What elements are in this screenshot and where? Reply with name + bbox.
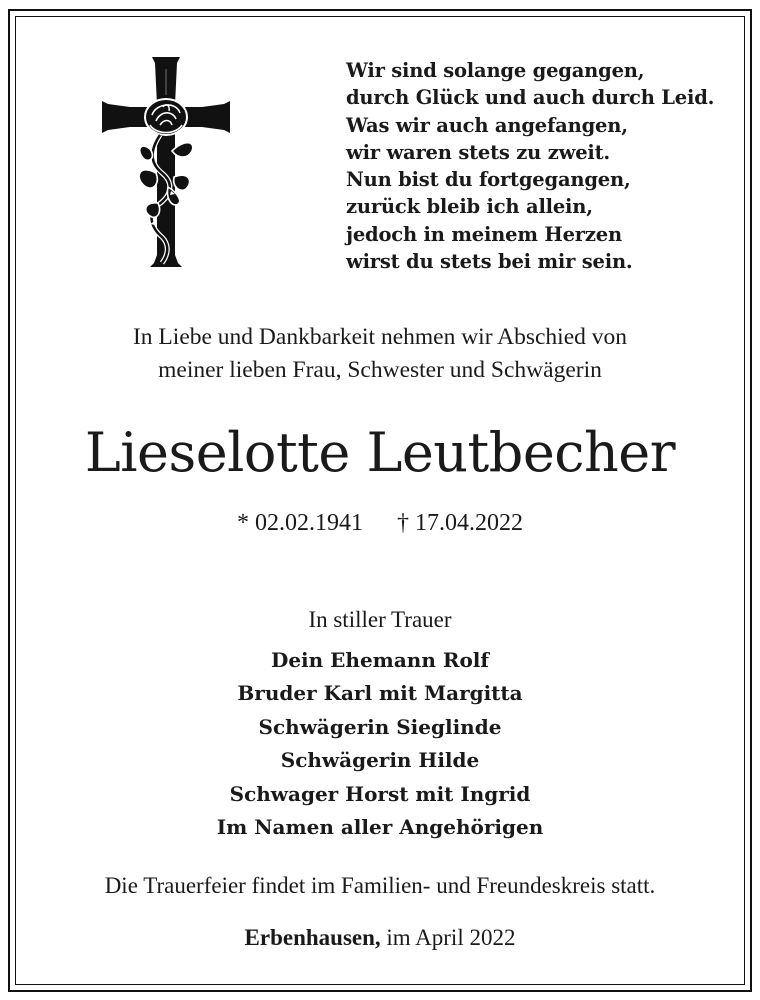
poem-line: wirst du stets bei mir sein.	[346, 250, 633, 274]
cross-with-rose-icon	[100, 55, 232, 270]
birth-date: * 02.02.1941	[237, 510, 363, 536]
mourner: Schwägerin Sieglinde	[258, 714, 502, 739]
mourner: Dein Ehemann Rolf	[270, 648, 489, 672]
poem	[346, 57, 714, 275]
mourner: Schwager Horst mit Ingrid	[229, 781, 531, 806]
poem-line: Wir sind solange gegangen,	[346, 59, 645, 82]
poem-line: wir waren stets zu zweit.	[346, 140, 611, 164]
mourner: Schwägerin Hilde	[280, 748, 480, 773]
poem-line: zurück bleib ich allein,	[346, 195, 593, 219]
mourner: Im Namen aller Angehörigen	[216, 815, 544, 840]
life-dates	[20, 507, 740, 539]
intro-line: meiner lieben Frau, Schwester und Schwägerin	[158, 357, 602, 383]
poem-line: Nun bist du fortgegangen,	[346, 168, 631, 192]
poem-line: durch Glück und auch durch Leid.	[346, 86, 715, 110]
death-date: † 17.04.2022	[397, 510, 523, 536]
poem-line: Was wir auch angefangen,	[346, 113, 628, 137]
farewell-intro	[20, 321, 740, 387]
mourning-label: In stiller Trauer	[308, 607, 452, 632]
poem-line: jedoch in meinem Herzen	[346, 222, 622, 246]
deceased-name: Lieselotte Leutbecher	[84, 421, 676, 484]
intro-line: In Liebe und Dankbarkeit nehmen wir Abschied von	[132, 324, 628, 350]
date: im April 2022	[386, 925, 516, 950]
funeral-notice: Die Trauerfeier findet im Familien- und Freundeskreis statt.	[104, 873, 656, 898]
mourner: Bruder Karl mit Margitta	[237, 681, 523, 706]
mourners-list	[20, 644, 740, 844]
place-and-date	[20, 922, 740, 954]
place: Erbenhausen,	[244, 925, 381, 950]
